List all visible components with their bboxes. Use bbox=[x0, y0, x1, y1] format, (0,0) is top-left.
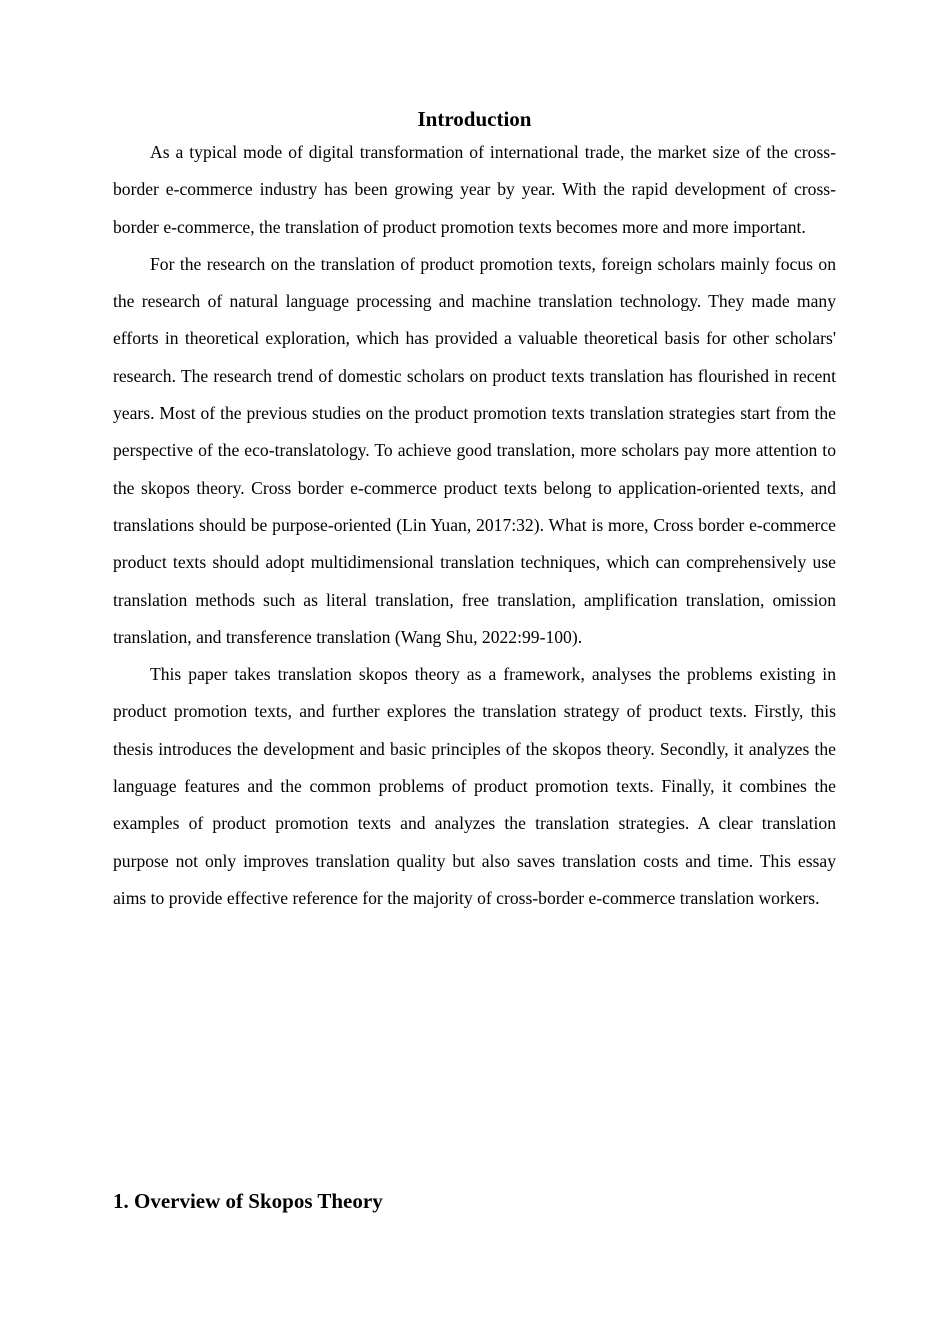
paragraph-2: For the research on the translation of product promotion texts, foreign scholars mainly focus on the research of natural language processing and machine translation technology. They made many efforts in theoretical exploration, which has provided a valuable theoretical basis for other scholars' research. The research trend of domestic scholars on product texts translation has flourished in recent years. Most of the previous studies on the product promotion texts translation strategies start from the perspective of the eco-translatology. To achieve good translation, more scholars pay more attention to the skopos theory. Cross border e-commerce product texts belong to application-oriented texts, and translations should be purpose-oriented (Lin Yuan, 2017:32). What is more, Cross border e-commerce product texts should adopt multidimensional translation techniques, which can comprehensively use translation methods such as literal translation, free translation, amplification translation, omission translation, and transference translation (Wang Shu, 2022:99-100). bbox=[113, 253, 836, 647]
document-body bbox=[113, 104, 836, 917]
paragraph-1: As a typical mode of digital transformation of international trade, the market size of the cross-border e-commerce industry has been growing year by year. With the rapid development of cross-border e-commerce, the translation of product promotion texts becomes more and more important. bbox=[113, 142, 836, 237]
paragraph-3: This paper takes translation skopos theory as a framework, analyses the problems existing in product promotion texts, and further explores the translation strategy of product texts. Firstly, this thesis introduces the development and basic principles of the skopos theory. Secondly, it analyzes the language features and the common problems of product promotion texts. Finally, it combines the examples of product promotion texts and analyzes the translation strategies. A clear translation purpose not only improves translation quality but also saves translation costs and time. This essay aims to provide effective reference for the majority of cross-border e-commerce translation workers. bbox=[113, 664, 836, 908]
section-heading: 1. Overview of Skopos Theory bbox=[113, 1189, 383, 1213]
page-title: Introduction bbox=[417, 107, 532, 131]
